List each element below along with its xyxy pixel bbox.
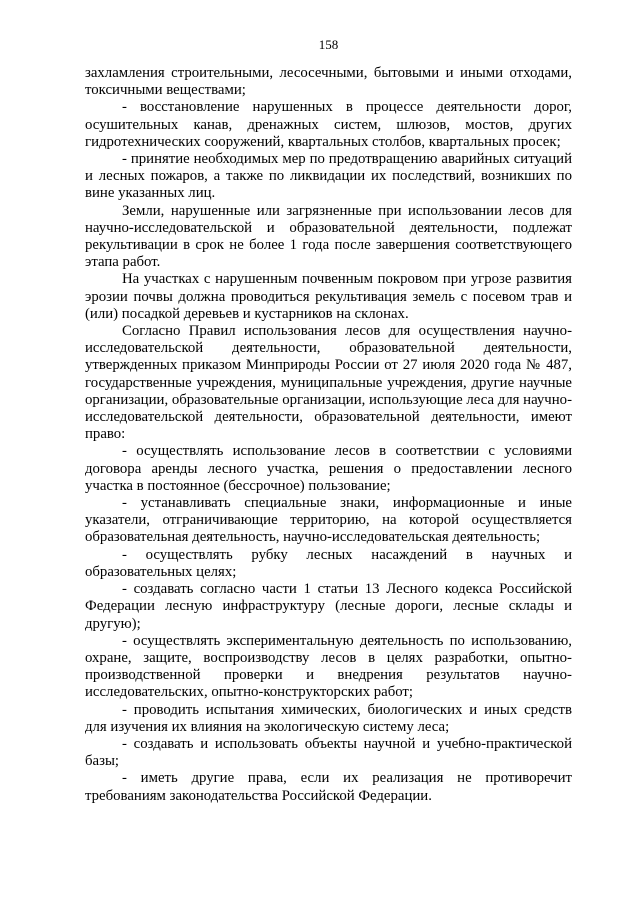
paragraph: - создавать и использовать объекты научной и учебно-практической базы; bbox=[85, 735, 572, 770]
paragraph: захламления строительными, лесосечными, бытовыми и иными отходами, токсичными веществами; bbox=[85, 65, 572, 99]
paragraph: Земли, нарушенные или загрязненные при использовании лесов для научно-исследовательской и образовательной деятельности, подлежат рекультивации в срок не более 1 года после завершения соответствующего этапа работ. bbox=[85, 202, 572, 271]
paragraph: - осуществлять рубку лесных насаждений в научных и образовательных целях; bbox=[85, 546, 572, 580]
paragraph: - устанавливать специальные знаки, информационные и иные указатели, отграничивающие территорию, на которой осуществляется образовательная деятельность, научно-исследовательская деятельность; bbox=[85, 495, 572, 546]
paragraph: На участках с нарушенным почвенным покровом при угрозе развития эрозии почвы должна проводиться рекультивация земель с посевом трав и (или) посадкой деревьев и кустарников на склонах. bbox=[85, 271, 572, 322]
paragraph: - создавать согласно части 1 статьи 13 Лесного кодекса Российской Федерации лесную инфраструктуру (лесные дороги, лесные склады и другую); bbox=[85, 581, 572, 632]
paragraph: - проводить испытания химических, биологических и иных средств для изучения их влияния на экологическую систему леса; bbox=[85, 701, 572, 735]
document-page bbox=[85, 36, 572, 805]
paragraph: - осуществлять экспериментальную деятельность по использованию, охране, защите, воспроизводству лесов в целях разработки, опытно-производственной проверки и внедрения результатов научно-исследовательских, опытно-конструкторских работ; bbox=[85, 632, 572, 701]
paragraph: - иметь другие права, если их реализация не противоречит требованиям законодательства Российской Федерации. bbox=[85, 770, 572, 804]
paragraph: - осуществлять использование лесов в соответствии с условиями договора аренды лесного участка, решения о предоставлении лесного участка в постоянное (бессрочное) пользование; bbox=[85, 443, 572, 494]
document-body bbox=[85, 65, 572, 805]
paragraph: Согласно Правил использования лесов для осуществления научно-исследовательской деятельности, образовательной деятельности, утвержденных приказом Минприроды России от 27 июля 2020 года № 487, государственные учреждения, муниципальные учреждения, другие научные организации, образовательные организации, использующие леса для научно-исследовательской деятельности, образовательной деятельности, имеют право: bbox=[85, 323, 572, 443]
paragraph: - принятие необходимых мер по предотвращению аварийных ситуаций и лесных пожаров, а также по ликвидации их последствий, возникших по вине указанных лиц. bbox=[85, 151, 572, 202]
page-number: 158 bbox=[318, 37, 339, 52]
paragraph: - восстановление нарушенных в процессе деятельности дорог, осушительных канав, дренажных систем, шлюзов, мостов, других гидротехнических сооружений, квартальных столбов, квартальных просек; bbox=[85, 99, 572, 150]
